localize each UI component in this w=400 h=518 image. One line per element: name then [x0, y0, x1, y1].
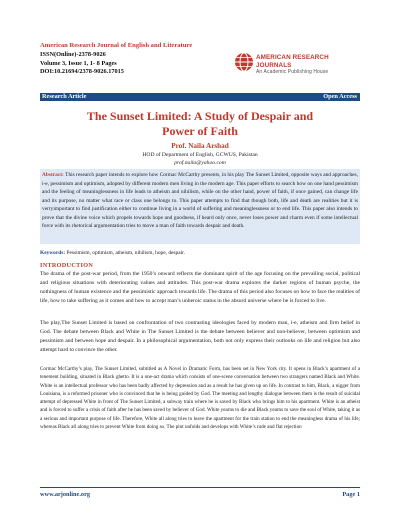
- introduction-heading: INTRODUCTION: [40, 262, 94, 269]
- publisher-logo: [234, 51, 360, 73]
- intro-paragraph-1: The drama of the post-war period, from the 1950’s onward reflects the dominant spirit of the age focusing on the prevailing social, political and religious situations with deteriorating values and attitudes. This post-war drama explores the darker regions of human psyche, the nothingness of human existence and the pessimistic approach towards life. The drama of this period also focuses on how to face the realities of life, how to take suffering as it comes and how to accept man’s unheroic status in the absurd universe where he is forced to live.: [40, 271, 360, 304]
- abstract: [42, 171, 358, 231]
- author-email[interactable]: prof.naila@yahoo.com: [174, 160, 226, 166]
- author-name: Prof. Naila Arshad: [171, 142, 229, 150]
- paper-title: [40, 109, 360, 139]
- title-line-1: The Sunset Limited: A Study of Despair and: [86, 109, 314, 123]
- footer-rule: [40, 487, 360, 488]
- keywords-label: Keywords:: [40, 250, 66, 256]
- access-type: Open Access: [323, 93, 357, 100]
- journal-meta: [40, 51, 124, 77]
- page-number: Page 1: [342, 491, 360, 498]
- footer-url[interactable]: www.arjonline.org: [40, 491, 91, 498]
- logo-text: [256, 54, 360, 77]
- abstract-text: This research paper intends to explore how Cormac McCarthy presents, in his play The Sunset Limited, opposite ways and approaches, i-e, pessimism and optimism, adopted by different modern men living in the modern age. This paper efforts to search how on one hand pessimism and the feeling of meaninglessness in life leads to atheism and nihilism, while on the other hand, power of faith, if once gained, can change life and its purpose, no matter what race or class one belongs to. This paper attempts to find that though both, life and death are realities but it is verryimportant to find justification either to continue living in a world of suffering and meaninglessness or to end life. This paper also intends to prove that the divine voice which propels towards hope and goodness, if heard only once, never loses power and charm even if some intellectual force with its rhetorical argumentation tries to move a man of faith towards despair and death.: [42, 172, 358, 229]
- title-line-2: Power of Faith: [162, 124, 238, 138]
- globe-logo-icon: [234, 52, 254, 72]
- issn: ISSN(Online)-2378-9026: [40, 51, 106, 58]
- keywords: [40, 250, 360, 256]
- logo-title: AMERICAN RESEARCH JOURNALS: [256, 54, 329, 69]
- keywords-text: Pessimism, optimism, atheism, nihilism, hope, despair.: [66, 250, 185, 256]
- author-affiliation: HOD of Department of English, GCWUS, Pakistan: [142, 152, 258, 158]
- article-type-bar: [40, 93, 360, 101]
- abstract-box: [40, 169, 360, 244]
- abstract-label: Abstract:: [42, 172, 64, 178]
- journal-name: American Research Journal of English and Literature: [40, 42, 193, 49]
- doi: DOI:10.21694/2378-9026.17015: [40, 68, 124, 76]
- article-type: Research Article: [42, 93, 87, 100]
- intro-paragraph-3: Cormac McCarthy’s play, The Sunset Limited, subtitled as A Novel in Dramatic Form, has been set in New York city. It opens in Black’s apartment of a tenement building, situated in Black ghetto. It is a one-act drama which consists of one-scene conversation between two strangers named Black and White. White is an intellectual professor who has been badly affected by depression and as a result he has given up on life. In contrast to him, Black, a nigger from Louisiana, is a reformed prisoner who is convinced that he is being guided by God. The meeting and lengthy dialogue between them is the result of suicidal attempt of depressed White in front of The Sunset Limited, a subway train where he is saved by Black who brings him to his apartment. White is an atheist and is forced to suffer a crisis of faith after he has been saved by believer of God. White yearns to die and Black yearns to save the soul of White, taking it as a serious and important purpose of life. Therefore, White all along tries to leave the apartment for the train station to end the meaningless drama of his life; whereas Black all along tries to prevent White from doing so. The plot unfolds and develops with White’s rude and flat rejection: [40, 366, 360, 431]
- volume-issue: Volume 3, Issue 1, 1- 8 Pages: [40, 59, 117, 67]
- logo-subtitle: An Academic Publishing House: [256, 69, 329, 75]
- intro-paragraph-2: The play,The Sunset Limited is based on confrontation of two contrasting ideologies faced by modern man, i-e, atheism and firm belief in God. The debate between Black and White in The Sunset Limited is the debate between believer and non-believer, between optimism and pessimism and between hope and despair. In a philosophical argumentation, both not only express their outlooks on life and religion but also attempt hard to convince the other.: [40, 320, 360, 353]
